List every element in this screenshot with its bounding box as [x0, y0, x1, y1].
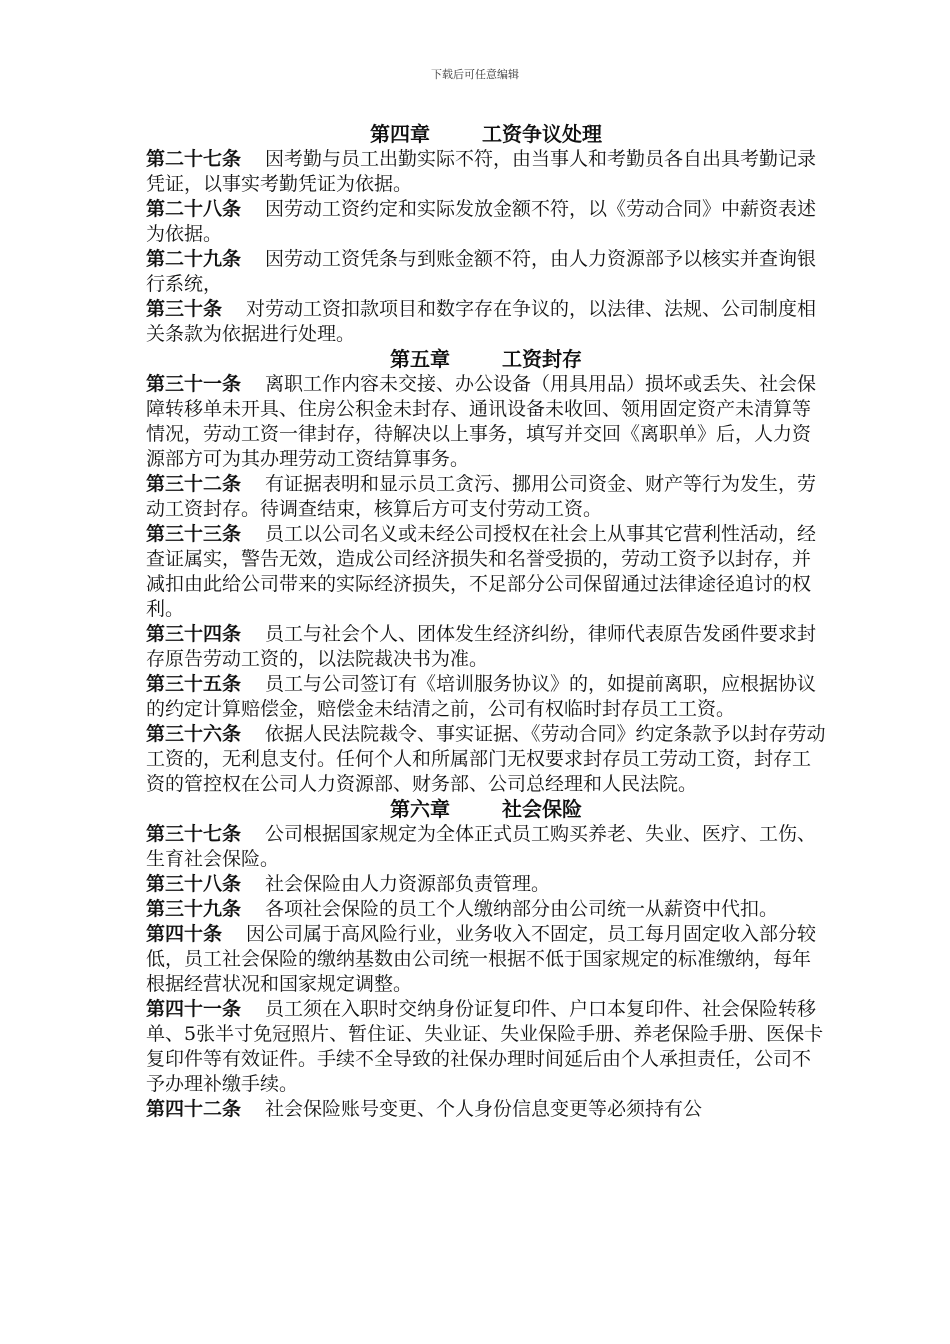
article-number: 第二十九条	[146, 248, 242, 270]
article-number: 第三十条	[146, 298, 223, 320]
article-number: 第四十二条	[146, 1098, 242, 1120]
chapter-heading	[146, 797, 826, 822]
article-paragraph	[146, 147, 826, 197]
article-paragraph	[146, 897, 826, 922]
article-number: 第三十八条	[146, 873, 242, 895]
article-paragraph	[146, 247, 826, 297]
article-number: 第三十一条	[146, 373, 242, 395]
article-number: 第四十条	[146, 923, 223, 945]
article-number: 第三十七条	[146, 823, 242, 845]
article-paragraph	[146, 197, 826, 247]
article-number: 第三十九条	[146, 898, 242, 920]
article-number: 第三十五条	[146, 673, 242, 695]
article-number: 第三十四条	[146, 623, 242, 645]
chapter-number: 第五章	[390, 347, 450, 371]
chapter-number: 第六章	[390, 797, 450, 821]
article-text: 社会保险账号变更、个人身份信息变更等必须持有公	[265, 1098, 703, 1120]
chapter-title: 工资争议处理	[482, 122, 602, 146]
article-text: 依据人民法院裁令、事实证据、《劳动合同》约定条款予以封存劳动工资的，无利息支付。任何个人和所属部门无权要求封存员工劳动工资，封存工资的管控权在公司人力资源部、财务部、公司总经理和人民法院。	[146, 723, 826, 795]
article-text: 员工与社会个人、团体发生经济纠纷，律师代表原告发函件要求封存原告劳动工资的，以法院裁决书为准。	[146, 623, 817, 670]
article-text: 有证据表明和显示员工贪污、挪用公司资金、财产等行为发生，劳动工资封存。待调查结束，核算后方可支付劳动工资。	[146, 473, 817, 520]
article-text: 公司根据国家规定为全体正式员工购买养老、失业、医疗、工伤、生育社会保险。	[146, 823, 817, 870]
article-paragraph	[146, 522, 826, 622]
article-paragraph	[146, 872, 826, 897]
article-paragraph	[146, 622, 826, 672]
article-number: 第三十三条	[146, 523, 242, 545]
article-paragraph	[146, 372, 826, 472]
article-text: 对劳动工资扣款项目和数字存在争议的，以法律、法规、公司制度相关条款为依据进行处理。	[146, 298, 817, 345]
article-paragraph	[146, 672, 826, 722]
article-paragraph	[146, 472, 826, 522]
article-number: 第二十八条	[146, 198, 242, 220]
chapter-title: 工资封存	[502, 347, 582, 371]
article-text: 因劳动工资凭条与到账金额不符，由人力资源部予以核实并查询银行系统，	[146, 248, 817, 295]
article-text: 社会保险由人力资源部负责管理。	[265, 873, 551, 895]
article-paragraph	[146, 722, 826, 797]
article-number: 第四十一条	[146, 998, 242, 1020]
article-paragraph	[146, 822, 826, 872]
article-text: 员工须在入职时交纳身份证复印件、户口本复印件、社会保险转移单、5张半寸免冠照片、暂住证、失业证、失业保险手册、养老保险手册、医保卡复印件等有效证件。手续不全导致的社保办理时间延后由个人承担责任，公司不予办理补缴手续。	[146, 998, 824, 1095]
article-number: 第三十二条	[146, 473, 242, 495]
chapter-heading	[146, 122, 826, 147]
article-text: 因公司属于高风险行业，业务收入不固定，员工每月固定收入部分较低，员工社会保险的缴纳基数由公司统一根据不低于国家规定的标准缴纳，每年根据经营状况和国家规定调整。	[146, 923, 817, 995]
article-number: 第二十七条	[146, 148, 242, 170]
chapter-title: 社会保险	[502, 797, 582, 821]
article-paragraph	[146, 297, 826, 347]
article-text: 员工与公司签订有《培训服务协议》的，如提前离职，应根据协议的约定计算赔偿金，赔偿金未结清之前，公司有权临时封存员工工资。	[146, 673, 817, 720]
article-text: 因考勤与员工出勤实际不符，由当事人和考勤员各自出具考勤记录凭证，以事实考勤凭证为依据。	[146, 148, 817, 195]
article-text: 员工以公司名义或未经公司授权在社会上从事其它营利性活动，经查证属实，警告无效，造成公司经济损失和名誉受损的，劳动工资予以封存，并减扣由此给公司带来的实际经济损失，不足部分公司保留通过法律途径追讨的权利。	[146, 523, 817, 620]
article-text: 因劳动工资约定和实际发放金额不符，以《劳动合同》中薪资表述为依据。	[146, 198, 817, 245]
article-paragraph	[146, 922, 826, 997]
article-text: 各项社会保险的员工个人缴纳部分由公司统一从薪资中代扣。	[265, 898, 779, 920]
chapter-heading	[146, 347, 826, 372]
article-number: 第三十六条	[146, 723, 242, 745]
article-paragraph	[146, 997, 826, 1097]
article-paragraph	[146, 1097, 826, 1122]
article-text: 离职工作内容未交接、办公设备（用具用品）损坏或丢失、社会保障转移单未开具、住房公积金未封存、通讯设备未收回、领用固定资产未清算等情况，劳动工资一律封存，待解决以上事务，填写并交回《离职单》后，人力资源部方可为其办理劳动工资结算事务。	[146, 373, 817, 470]
document-body	[146, 122, 826, 1122]
header-note: 下载后可任意编辑	[431, 68, 519, 81]
chapter-number: 第四章	[370, 122, 430, 146]
